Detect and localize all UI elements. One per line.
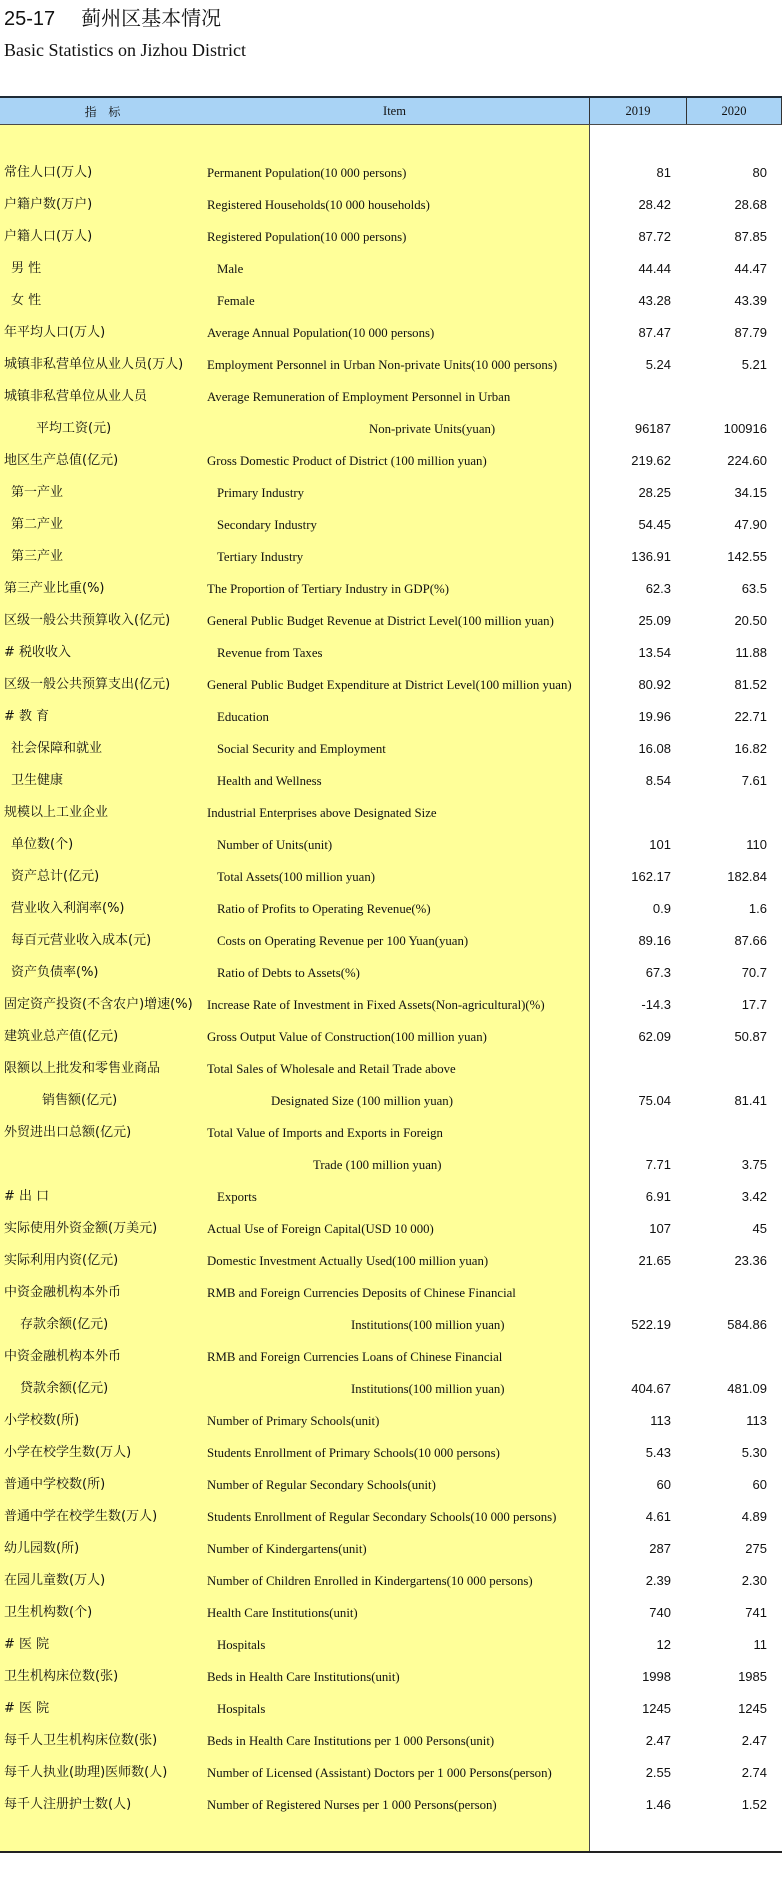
indicator-name-zh: 营业收入利润率(%) xyxy=(11,901,125,916)
value-2020: 2.74 xyxy=(741,1765,767,1780)
value-2019: 287 xyxy=(649,1541,671,1556)
table-row xyxy=(0,413,782,445)
table-number: 25-17 xyxy=(4,8,56,30)
table-row xyxy=(0,1789,782,1821)
table-row xyxy=(0,1757,782,1789)
indicator-name-zh: 区级一般公共预算收入(亿元) xyxy=(4,613,171,628)
table-row xyxy=(0,605,782,637)
table-row xyxy=(0,893,782,925)
value-2019: 28.42 xyxy=(638,197,671,212)
value-2019: 25.09 xyxy=(638,613,671,628)
indicator-name-zh: 贷款余额(亿元) xyxy=(20,1381,109,1396)
indicator-name-en: Male xyxy=(217,262,244,276)
value-2020: 5.30 xyxy=(741,1445,767,1460)
indicator-name-zh: 区级一般公共预算支出(亿元) xyxy=(4,677,171,692)
indicator-name-en: Average Annual Population(10 000 persons) xyxy=(207,326,435,340)
indicator-name-zh: 资产负债率(%) xyxy=(11,965,99,980)
table-row xyxy=(0,1469,782,1501)
indicator-name-zh: # 医 院 xyxy=(4,1637,50,1652)
value-2019: 87.72 xyxy=(638,229,671,244)
table-row xyxy=(0,381,782,413)
header-item: Item xyxy=(383,103,406,118)
indicator-name-en: Hospitals xyxy=(217,1702,266,1716)
indicator-name-en: Total Sales of Wholesale and Retail Trade above xyxy=(207,1062,456,1076)
table-row xyxy=(0,861,782,893)
table-row xyxy=(0,1725,782,1757)
value-2020: 16.82 xyxy=(734,741,767,756)
indicator-name-en: Education xyxy=(217,710,269,724)
table-row xyxy=(0,797,782,829)
table-row xyxy=(0,765,782,797)
value-2019: 162.17 xyxy=(631,869,671,884)
table-title xyxy=(4,5,221,31)
value-2020: 2.47 xyxy=(741,1733,767,1748)
header-year-2020: 2020 xyxy=(686,98,782,124)
value-2020: 44.47 xyxy=(734,261,767,276)
indicator-name-en: Number of Primary Schools(unit) xyxy=(207,1414,380,1428)
value-2020: 63.5 xyxy=(741,581,767,596)
value-2019: 1.46 xyxy=(645,1797,671,1812)
value-2020: 87.66 xyxy=(734,933,767,948)
indicator-name-en: Beds in Health Care Institutions(unit) xyxy=(207,1670,400,1684)
table-row xyxy=(0,1309,782,1341)
value-2019: 6.91 xyxy=(645,1189,671,1204)
value-2019: 2.55 xyxy=(645,1765,671,1780)
value-2019: 13.54 xyxy=(638,645,671,660)
indicator-name-zh: 在园儿童数(万人) xyxy=(4,1573,106,1588)
indicator-name-zh: 社会保障和就业 xyxy=(11,741,103,756)
indicator-name-en: Hospitals xyxy=(217,1638,266,1652)
table-row xyxy=(0,1597,782,1629)
value-2020: 182.84 xyxy=(727,869,767,884)
indicator-name-zh: 小学在校学生数(万人) xyxy=(4,1445,132,1460)
value-2020: 1.6 xyxy=(748,901,767,916)
table-rows xyxy=(0,125,782,1851)
value-2020: 113 xyxy=(746,1413,767,1428)
value-2020: 81.41 xyxy=(734,1093,767,1108)
value-2019: 1998 xyxy=(642,1669,671,1684)
table-row xyxy=(0,1373,782,1405)
indicator-name-zh: # 教 育 xyxy=(4,709,50,724)
table-row xyxy=(0,477,782,509)
value-2019: 28.25 xyxy=(638,485,671,500)
indicator-name-zh: # 税收收入 xyxy=(4,645,72,660)
value-2019: 43.28 xyxy=(638,293,671,308)
value-2019: 62.3 xyxy=(645,581,671,596)
value-2020: 110 xyxy=(746,837,767,852)
indicator-name-zh: 第一产业 xyxy=(11,485,64,500)
indicator-name-en: Industrial Enterprises above Designated Size xyxy=(207,806,437,820)
indicator-name-en: Total Value of Imports and Exports in Foreign xyxy=(207,1126,443,1140)
indicator-name-zh: 卫生机构数(个) xyxy=(4,1605,93,1620)
value-2020: 275 xyxy=(745,1541,767,1556)
value-2019: 67.3 xyxy=(645,965,671,980)
value-2020: 47.90 xyxy=(734,517,767,532)
indicator-name-en: RMB and Foreign Currencies Loans of Chinese Financial xyxy=(207,1350,503,1364)
indicator-name-zh: 户籍户数(万户) xyxy=(4,197,93,212)
indicator-name-en: Institutions(100 million yuan) xyxy=(351,1318,505,1332)
indicator-name-en: Primary Industry xyxy=(217,486,305,500)
indicator-name-en: Total Assets(100 million yuan) xyxy=(217,870,375,884)
value-2019: 75.04 xyxy=(638,1093,671,1108)
value-2019: 89.16 xyxy=(638,933,671,948)
table-row xyxy=(0,509,782,541)
value-2019: 12 xyxy=(656,1637,671,1652)
value-2020: 1.52 xyxy=(741,1797,767,1812)
table-row xyxy=(0,957,782,989)
table-row xyxy=(0,221,782,253)
indicator-name-zh: 中资金融机构本外币 xyxy=(4,1349,122,1364)
table-header xyxy=(0,96,782,125)
indicator-name-zh: 中资金融机构本外币 xyxy=(4,1285,122,1300)
indicator-name-en: Gross Domestic Product of District (100 million yuan) xyxy=(207,454,487,468)
value-2020: 11.88 xyxy=(735,645,767,660)
value-2019: 522.19 xyxy=(631,1317,671,1332)
indicator-name-zh: 平均工资(元) xyxy=(36,421,112,436)
indicator-name-en: General Public Budget Expenditure at District Level(100 million yuan) xyxy=(207,678,572,692)
value-2020: 87.85 xyxy=(734,229,767,244)
value-2019: 5.43 xyxy=(645,1445,671,1460)
table-row xyxy=(0,349,782,381)
value-2019: 136.91 xyxy=(631,549,671,564)
indicator-name-en: Registered Population(10 000 persons) xyxy=(207,230,407,244)
value-2019: 0.9 xyxy=(652,901,671,916)
indicator-name-zh: 规模以上工业企业 xyxy=(4,805,109,820)
table-row xyxy=(0,1181,782,1213)
value-2019: 404.67 xyxy=(631,1381,671,1396)
table-row xyxy=(0,573,782,605)
indicator-name-en: Number of Licensed (Assistant) Doctors per 1 000 Persons(person) xyxy=(207,1766,552,1780)
value-2020: 7.61 xyxy=(741,773,767,788)
indicator-name-en: Non-private Units(yuan) xyxy=(369,422,496,436)
indicator-name-en: Gross Output Value of Construction(100 million yuan) xyxy=(207,1030,487,1044)
indicator-name-en: Domestic Investment Actually Used(100 million yuan) xyxy=(207,1254,489,1268)
indicator-name-zh: 普通中学在校学生数(万人) xyxy=(4,1509,158,1524)
table-row xyxy=(0,829,782,861)
value-2019: 107 xyxy=(649,1221,671,1236)
indicator-name-zh: 城镇非私营单位从业人员 xyxy=(4,389,148,404)
indicator-name-zh: 小学校数(所) xyxy=(4,1413,80,1428)
table-row xyxy=(0,1565,782,1597)
indicator-name-zh: 卫生机构床位数(张) xyxy=(4,1669,119,1684)
indicator-name-zh: 女 性 xyxy=(11,293,42,308)
value-2020: 3.75 xyxy=(741,1157,767,1172)
table-row xyxy=(0,1693,782,1725)
value-2020: 741 xyxy=(745,1605,767,1620)
indicator-name-zh: # 医 院 xyxy=(4,1701,50,1716)
value-2020: 22.71 xyxy=(734,709,767,724)
indicator-name-en: Students Enrollment of Regular Secondary Schools(10 000 persons) xyxy=(207,1510,557,1524)
indicator-name-en: Registered Households(10 000 households) xyxy=(207,198,430,212)
value-2020: 3.42 xyxy=(741,1189,767,1204)
table-row xyxy=(0,1053,782,1085)
table-row xyxy=(0,157,782,189)
indicator-name-zh: 外贸进出口总额(亿元) xyxy=(4,1125,132,1140)
indicator-name-en: Ratio of Debts to Assets(%) xyxy=(217,966,360,980)
value-2019: -14.3 xyxy=(641,997,671,1012)
indicator-name-zh: 第三产业比重(%) xyxy=(4,581,105,596)
table-row xyxy=(0,253,782,285)
value-2019: 16.08 xyxy=(638,741,671,756)
table-title-zh: 蓟州区基本情况 xyxy=(81,6,222,30)
indicator-name-en: Tertiary Industry xyxy=(217,550,304,564)
table-row xyxy=(0,1501,782,1533)
table-row xyxy=(0,1437,782,1469)
table-row xyxy=(0,1117,782,1149)
table-row xyxy=(0,317,782,349)
indicator-name-en: The Proportion of Tertiary Industry in GDP(%) xyxy=(207,582,449,596)
indicator-name-zh: 每百元营业收入成本(元) xyxy=(11,933,152,948)
value-2020: 481.09 xyxy=(727,1381,767,1396)
value-2019: 21.65 xyxy=(638,1253,671,1268)
value-2019: 1245 xyxy=(642,1701,671,1716)
indicator-name-en: Social Security and Employment xyxy=(217,742,386,756)
indicator-name-en: Secondary Industry xyxy=(217,518,317,532)
indicator-name-zh: 实际利用内资(亿元) xyxy=(4,1253,119,1268)
value-2019: 7.71 xyxy=(645,1157,671,1172)
value-2020: 81.52 xyxy=(734,677,767,692)
table-row xyxy=(0,1661,782,1693)
table-row xyxy=(0,1149,782,1181)
indicator-name-zh: 存款余额(亿元) xyxy=(20,1317,109,1332)
indicator-name-zh: 单位数(个) xyxy=(11,837,74,852)
value-2019: 219.62 xyxy=(631,453,671,468)
value-2019: 44.44 xyxy=(638,261,671,276)
value-2019: 87.47 xyxy=(638,325,671,340)
value-2020: 70.7 xyxy=(741,965,767,980)
indicator-name-zh: 第三产业 xyxy=(11,549,64,564)
indicator-name-en: Number of Children Enrolled in Kindergartens(10 000 persons) xyxy=(207,1574,533,1588)
indicator-name-en: Institutions(100 million yuan) xyxy=(351,1382,505,1396)
indicator-name-en: Health Care Institutions(unit) xyxy=(207,1606,358,1620)
indicator-name-zh: 实际使用外资金额(万美元) xyxy=(4,1221,158,1236)
value-2020: 45 xyxy=(752,1221,767,1236)
indicator-name-en: General Public Budget Revenue at District Level(100 million yuan) xyxy=(207,614,554,628)
indicator-name-en: Actual Use of Foreign Capital(USD 10 000) xyxy=(207,1222,434,1236)
value-2019: 113 xyxy=(650,1413,671,1428)
value-2019: 62.09 xyxy=(638,1029,671,1044)
table-row xyxy=(0,541,782,573)
value-2020: 584.86 xyxy=(727,1317,767,1332)
indicator-name-zh: 卫生健康 xyxy=(11,773,64,788)
value-2019: 2.47 xyxy=(645,1733,671,1748)
value-2020: 23.36 xyxy=(734,1253,767,1268)
indicator-name-en: Designated Size (100 million yuan) xyxy=(271,1094,453,1108)
value-2019: 81 xyxy=(656,165,671,180)
value-2020: 34.15 xyxy=(734,485,767,500)
indicator-name-en: Ratio of Profits to Operating Revenue(%) xyxy=(217,902,431,916)
indicator-name-zh: 销售额(亿元) xyxy=(42,1093,118,1108)
value-2019: 54.45 xyxy=(638,517,671,532)
table-row xyxy=(0,637,782,669)
table-row xyxy=(0,925,782,957)
table-title-en: Basic Statistics on Jizhou District xyxy=(4,40,246,60)
table-row xyxy=(0,989,782,1021)
value-2019: 19.96 xyxy=(638,709,671,724)
table-row xyxy=(0,1085,782,1117)
value-2020: 4.89 xyxy=(741,1509,767,1524)
table-row xyxy=(0,1341,782,1373)
table-row xyxy=(0,1277,782,1309)
header-year-2019: 2019 xyxy=(589,98,686,124)
table-row xyxy=(0,189,782,221)
table-row xyxy=(0,1629,782,1661)
indicator-name-zh: 男 性 xyxy=(11,261,42,276)
value-2020: 1245 xyxy=(738,1701,767,1716)
indicator-name-zh: 第二产业 xyxy=(11,517,64,532)
indicator-name-en: Number of Regular Secondary Schools(unit) xyxy=(207,1478,436,1492)
indicator-name-en: Exports xyxy=(217,1190,257,1204)
indicator-name-en: Permanent Population(10 000 persons) xyxy=(207,166,407,180)
value-2020: 100916 xyxy=(723,421,767,436)
indicator-name-en: Costs on Operating Revenue per 100 Yuan(yuan) xyxy=(217,934,469,948)
value-2019: 2.39 xyxy=(645,1573,671,1588)
indicator-name-en: Number of Kindergartens(unit) xyxy=(207,1542,367,1556)
value-2019: 101 xyxy=(649,837,671,852)
value-2020: 80 xyxy=(752,165,767,180)
table-row xyxy=(0,1245,782,1277)
indicator-name-zh: 年平均人口(万人) xyxy=(4,325,106,340)
table-row xyxy=(0,701,782,733)
value-2019: 60 xyxy=(656,1477,671,1492)
table-row xyxy=(0,733,782,765)
table-row xyxy=(0,1533,782,1565)
indicator-name-en: RMB and Foreign Currencies Deposits of Chinese Financial xyxy=(207,1286,516,1300)
indicator-name-en: Beds in Health Care Institutions per 1 000 Persons(unit) xyxy=(207,1734,495,1748)
header-indicator: 指 标 xyxy=(84,104,121,119)
table-row xyxy=(0,1021,782,1053)
indicator-name-zh: 资产总计(亿元) xyxy=(11,869,100,884)
indicator-name-zh: 每千人卫生机构床位数(张) xyxy=(4,1733,158,1748)
value-2019: 96187 xyxy=(634,421,671,436)
value-2020: 5.21 xyxy=(741,357,767,372)
value-2020: 20.50 xyxy=(734,613,767,628)
indicator-name-zh: 城镇非私营单位从业人员(万人) xyxy=(4,357,184,372)
value-2020: 60 xyxy=(752,1477,767,1492)
value-2019: 8.54 xyxy=(645,773,671,788)
value-2020: 87.79 xyxy=(734,325,767,340)
value-2020: 28.68 xyxy=(734,197,767,212)
indicator-name-zh: 建筑业总产值(亿元) xyxy=(4,1029,119,1044)
indicator-name-en: Number of Units(unit) xyxy=(217,838,333,852)
indicator-name-zh: 每千人执业(助理)医师数(人) xyxy=(4,1765,168,1780)
value-2019: 80.92 xyxy=(638,677,671,692)
indicator-name-zh: 固定资产投资(不含农户)增速(%) xyxy=(4,997,193,1012)
value-2020: 17.7 xyxy=(741,997,767,1012)
indicator-name-en: Female xyxy=(217,294,255,308)
indicator-name-zh: 每千人注册护士数(人) xyxy=(4,1797,132,1812)
value-2020: 11 xyxy=(753,1637,767,1652)
indicator-name-zh: 地区生产总值(亿元) xyxy=(4,453,119,468)
indicator-name-en: Average Remuneration of Employment Personnel in Urban xyxy=(207,390,511,404)
indicator-name-en: Increase Rate of Investment in Fixed Assets(Non-agricultural)(%) xyxy=(207,998,545,1012)
indicator-name-zh: # 出 口 xyxy=(4,1189,50,1204)
indicator-name-en: Health and Wellness xyxy=(217,774,322,788)
indicator-name-en: Number of Registered Nurses per 1 000 Persons(person) xyxy=(207,1798,497,1812)
value-2019: 5.24 xyxy=(645,357,671,372)
indicator-name-en: Revenue from Taxes xyxy=(217,646,323,660)
table-body xyxy=(0,125,782,1853)
value-2020: 43.39 xyxy=(734,293,767,308)
table-row xyxy=(0,669,782,701)
indicator-name-zh: 限额以上批发和零售业商品 xyxy=(4,1061,161,1076)
indicator-name-zh: 普通中学校数(所) xyxy=(4,1477,106,1492)
value-2020: 1985 xyxy=(738,1669,767,1684)
indicator-name-en: Students Enrollment of Primary Schools(10 000 persons) xyxy=(207,1446,500,1460)
indicator-name-zh: 常住人口(万人) xyxy=(4,165,93,180)
table-row xyxy=(0,445,782,477)
value-2020: 2.30 xyxy=(741,1573,767,1588)
table-row xyxy=(0,285,782,317)
table-row xyxy=(0,1213,782,1245)
value-2020: 224.60 xyxy=(727,453,767,468)
value-2020: 50.87 xyxy=(734,1029,767,1044)
indicator-name-zh: 户籍人口(万人) xyxy=(4,229,93,244)
value-2020: 142.55 xyxy=(727,549,767,564)
value-2019: 740 xyxy=(649,1605,671,1620)
value-2019: 4.61 xyxy=(645,1509,671,1524)
indicator-name-en: Employment Personnel in Urban Non-private Units(10 000 persons) xyxy=(207,358,558,372)
indicator-name-zh: 幼儿园数(所) xyxy=(4,1541,80,1556)
table-row xyxy=(0,1405,782,1437)
indicator-name-en: Trade (100 million yuan) xyxy=(313,1158,442,1172)
